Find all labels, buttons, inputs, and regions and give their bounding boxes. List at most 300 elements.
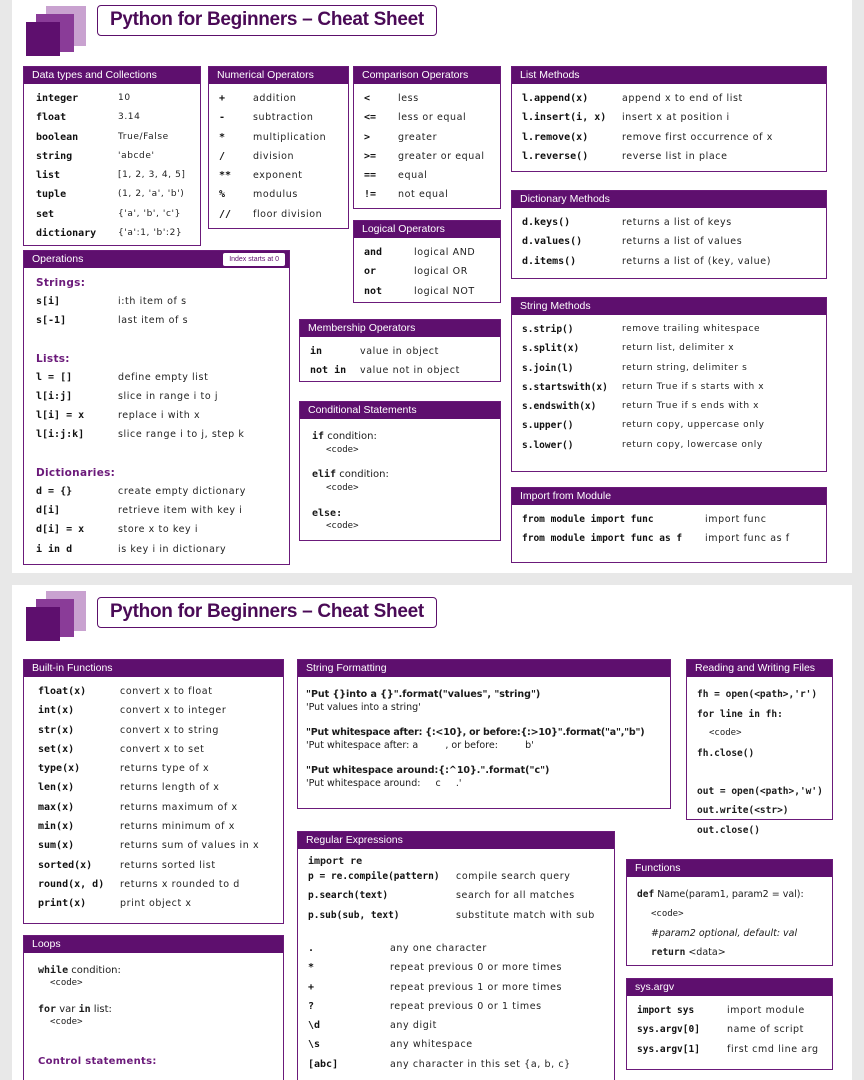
string-methods-panel [511, 297, 827, 472]
item-key: - [219, 112, 226, 124]
table-row [24, 779, 283, 798]
table-row [354, 148, 500, 167]
section-label [24, 274, 289, 293]
table-row [24, 541, 289, 560]
item-description: floor division [253, 208, 323, 220]
item-key: print(x) [38, 898, 87, 910]
item-description: not equal [398, 189, 449, 201]
table-row [354, 167, 500, 186]
format-example: "Put {}into a {}".format("values", "string") [306, 689, 541, 700]
panel-header: String Methods [512, 298, 826, 315]
item-description: first cmd line arg [727, 1043, 819, 1055]
item-description: less or equal [398, 112, 467, 124]
item-key: i in d [36, 543, 73, 555]
item-key: p = re.compile(pattern) [308, 871, 440, 882]
item-key: [abc] [308, 1058, 339, 1070]
table-row [512, 253, 826, 272]
numerical-operators-panel [208, 66, 349, 229]
item-description: 10 [118, 93, 131, 103]
sys-argv-panel [626, 978, 833, 1070]
item-key: p.sub(sub, text) [308, 909, 400, 921]
format-example: "Put whitespace after: {:<10}, or before:{:>10}".format("a","b") [306, 727, 645, 738]
item-description: print object x [120, 898, 192, 910]
item-description: last item of s [118, 315, 189, 327]
item-description: reverse list in place [622, 150, 728, 162]
table-row [298, 1017, 614, 1036]
item-description: convert x to string [120, 724, 220, 736]
item-key: == [364, 170, 377, 182]
item-description: import func [705, 514, 767, 525]
item-description: return copy, uppercase only [622, 420, 765, 431]
format-result: 'Put values into a string' [306, 702, 421, 713]
table-row [24, 206, 200, 225]
item-key: d.keys() [522, 217, 571, 228]
item-description: returns a list of (key, value) [622, 255, 772, 267]
page-title: Python for Beginners – Cheat Sheet [97, 597, 437, 628]
item-key: str(x) [38, 724, 75, 736]
item-description: any character in this set {a, b, c} [390, 1058, 571, 1070]
item-description: greater [398, 131, 438, 143]
item-description: substitute match with sub [456, 909, 595, 921]
item-description: returns a list of values [622, 236, 743, 248]
item-description: [1, 2, 3, 4, 5] [118, 170, 186, 181]
table-row [512, 321, 826, 340]
item-description: equal [398, 170, 428, 182]
cheat-sheet-page-2 [12, 585, 852, 1080]
item-description: return list, delimiter x [622, 343, 735, 354]
panel-header: Loops [24, 936, 283, 953]
table-row [209, 109, 348, 128]
table-row [298, 959, 614, 978]
item-description: 'abcde' [118, 150, 155, 161]
item-description: addition [253, 93, 297, 104]
def-line: def Name(param1, param2 = val): [637, 889, 804, 900]
item-key: d[i] [36, 505, 61, 517]
code-line: out.write(<str>) [697, 805, 789, 816]
comparison-operators-panel [353, 66, 501, 209]
code-placeholder: <code> [326, 445, 359, 455]
item-description: replace i with x [118, 410, 201, 422]
item-description: remove trailing whitespace [622, 324, 761, 334]
item-description: returns sorted list [120, 859, 216, 871]
item-key: l[i] = x [36, 410, 85, 422]
item-key: round(x, d) [38, 878, 105, 890]
item-description: any whitespace [390, 1039, 473, 1051]
item-key: int(x) [38, 705, 75, 717]
item-key: sys.argv[0] [637, 1024, 700, 1036]
table-row [298, 979, 614, 998]
item-description: return True if s ends with x [622, 401, 760, 412]
table-row [24, 129, 200, 148]
item-description: create empty dictionary [118, 485, 246, 497]
item-description: greater or equal [398, 150, 485, 162]
table-row [512, 360, 826, 379]
item-key: l.insert(i, x) [522, 112, 607, 124]
table-row [24, 312, 289, 331]
item-key: from module import func as f [522, 533, 683, 545]
code-line: out = open(<path>,'w') [697, 786, 823, 797]
item-key: s.upper() [522, 420, 574, 432]
table-row [24, 225, 200, 244]
table-row [298, 887, 614, 906]
item-description: repeat previous 0 or 1 times [390, 1000, 542, 1012]
item-key: import sys [637, 1005, 695, 1016]
item-key: dictionary [36, 228, 97, 240]
table-row [24, 293, 289, 312]
item-description: logical NOT [414, 285, 475, 297]
format-example: "Put whitespace around:{:^10}.".format("c") [306, 765, 550, 776]
table-row [298, 1036, 614, 1055]
item-key: d[i] = x [36, 524, 85, 536]
table-row [209, 90, 348, 109]
item-key: / [219, 150, 226, 162]
panel-header: Membership Operators [300, 320, 500, 337]
item-key: l.append(x) [522, 93, 589, 104]
item-key: + [308, 981, 315, 993]
format-result: 'Put whitespace after: a , or before: b' [306, 740, 534, 751]
table-row [24, 818, 283, 837]
import-from-module-panel [511, 487, 827, 563]
table-row [512, 398, 826, 417]
item-description: logical AND [414, 247, 476, 258]
item-description: returns sum of values in x [120, 840, 260, 852]
if-line: if condition: [312, 431, 377, 442]
table-row [24, 857, 283, 876]
item-key: float [36, 112, 67, 124]
item-description: logical OR [414, 266, 468, 278]
code-placeholder: <code> [326, 521, 359, 531]
item-description: return string, delimiter s [622, 362, 748, 373]
item-key: != [364, 189, 377, 201]
table-row [298, 998, 614, 1017]
loops-panel [23, 935, 284, 1080]
item-key: not in [310, 365, 347, 377]
item-key: float(x) [38, 686, 87, 697]
item-key: l.reverse() [522, 150, 589, 162]
code-placeholder: <code> [709, 728, 742, 738]
table-row [24, 876, 283, 895]
table-row [354, 90, 500, 109]
item-key: // [219, 208, 232, 220]
for-line: for var in list: [38, 1004, 112, 1015]
item-key: d.values() [522, 236, 583, 248]
item-description: repeat previous 0 or more times [390, 962, 563, 974]
table-row [512, 379, 826, 398]
item-key: not [364, 285, 383, 297]
conditional-statements-panel [299, 401, 501, 541]
item-description: any digit [390, 1020, 437, 1032]
table-row [24, 388, 289, 407]
while-line: while condition: [38, 965, 121, 976]
table-row [24, 521, 289, 540]
panel-header: sys.argv [627, 979, 832, 996]
item-key: from module import func [522, 514, 654, 525]
item-description: {'a', 'b', 'c'} [118, 208, 181, 219]
item-key: sum(x) [38, 840, 75, 852]
logical-operators-panel [353, 220, 501, 303]
item-key: s.startswith(x) [522, 381, 608, 393]
format-result: 'Put whitespace around: c .' [306, 778, 462, 789]
item-key: type(x) [38, 763, 81, 775]
item-description: (1, 2, 'a', 'b') [118, 189, 185, 200]
item-description: returns maximum of x [120, 801, 238, 813]
panel-header: Comparison Operators [354, 67, 500, 84]
code-placeholder: <code> [326, 483, 359, 493]
item-description: return True if s starts with x [622, 381, 765, 392]
item-key: \d [308, 1020, 321, 1032]
table-row [24, 760, 283, 779]
table-row [512, 148, 826, 167]
item-key: sys.argv[1] [637, 1043, 700, 1055]
item-description: division [253, 150, 295, 162]
item-key: set [36, 208, 55, 220]
functions-panel [626, 859, 833, 966]
panel-header-label: Operations [32, 253, 84, 265]
item-description: any one character [390, 943, 487, 954]
item-description: convert x to integer [120, 705, 227, 717]
table-row [209, 167, 348, 186]
panel-header: Conditional Statements [300, 402, 500, 419]
item-key: \s [308, 1039, 321, 1051]
table-row [512, 233, 826, 252]
item-description: value in object [360, 346, 439, 357]
index-note-badge: Index starts at 0 [223, 253, 285, 266]
item-key: s.join(l) [522, 362, 574, 374]
panel-header: Built-in Functions [24, 660, 283, 677]
item-description: slice in range i to j [118, 390, 219, 402]
item-key: > [364, 131, 371, 143]
table-row [24, 407, 289, 426]
table-row [24, 722, 283, 741]
item-key: l[i:j:k] [36, 429, 85, 441]
table-row [24, 895, 283, 914]
table-row [24, 502, 289, 521]
item-key: p.search(text) [308, 890, 389, 902]
item-key: d.items() [522, 255, 577, 267]
code-placeholder: <code> [50, 1017, 83, 1027]
code-placeholder: <code> [651, 909, 684, 919]
item-description: returns type of x [120, 763, 210, 775]
item-key: s.split(x) [522, 343, 580, 355]
item-description: i:th item of s [118, 296, 187, 307]
item-key: s[i] [36, 296, 61, 307]
item-description: retrieve item with key i [118, 505, 243, 517]
item-description: compile search query [456, 871, 571, 882]
item-key: boolean [36, 131, 79, 143]
item-description: convert x to float [120, 686, 213, 697]
item-key: <= [364, 112, 377, 124]
item-key: + [219, 93, 226, 104]
item-description: modulus [253, 189, 298, 201]
table-row [627, 1021, 832, 1040]
table-row [512, 511, 826, 530]
control-statements-label: Control statements: [38, 1056, 157, 1067]
table-row [512, 340, 826, 359]
panel-header: Import from Module [512, 488, 826, 505]
item-description: returns minimum of x [120, 821, 235, 833]
item-key: ? [308, 1000, 315, 1012]
table-row [209, 186, 348, 205]
panel-header: Functions [627, 860, 832, 877]
cheat-sheet-page-1 [12, 0, 852, 573]
table-row [209, 206, 348, 225]
item-key: s.lower() [522, 439, 574, 451]
item-key: or [364, 266, 377, 278]
table-row [512, 214, 826, 233]
item-description: exponent [253, 170, 303, 182]
table-row [24, 148, 200, 167]
item-key: % [219, 189, 226, 201]
item-key: in [310, 346, 323, 357]
item-description: returns x rounded to d [120, 878, 240, 890]
table-row [354, 109, 500, 128]
table-row [512, 530, 826, 549]
table-row [24, 369, 289, 388]
item-description: name of script [727, 1024, 805, 1036]
import-re-line: import re [308, 856, 363, 867]
item-key: s.strip() [522, 324, 574, 335]
item-description: repeat previous 1 or more times [390, 981, 563, 993]
item-description: insert x at position i [622, 112, 730, 124]
item-key: l = [] [36, 371, 73, 383]
panel-header: List Methods [512, 67, 826, 84]
table-row [24, 741, 283, 760]
item-description: {'a':1, 'b':2} [118, 228, 183, 239]
item-key: sorted(x) [38, 859, 93, 871]
item-description: import func as f [705, 533, 790, 545]
table-row [354, 186, 500, 205]
string-formatting-panel [297, 659, 671, 809]
code-line: fh = open(<path>,'r') [697, 689, 818, 700]
item-description: append x to end of list [622, 93, 743, 104]
item-description: returns a list of keys [622, 217, 732, 228]
item-key: * [219, 131, 226, 143]
panel-header [24, 251, 289, 268]
item-key: l[i:j] [36, 390, 73, 402]
builtin-functions-panel [23, 659, 284, 924]
panel-header: Reading and Writing Files [687, 660, 832, 677]
section-label [24, 464, 289, 483]
list-methods-panel [511, 66, 827, 172]
item-description: 3.14 [118, 112, 141, 123]
operations-panel [23, 250, 290, 565]
else-line: else: [312, 508, 343, 519]
elif-line: elif condition: [312, 469, 389, 480]
panel-header: Dictionary Methods [512, 191, 826, 208]
item-key: >= [364, 150, 377, 162]
table-row [24, 683, 283, 702]
item-key: < [364, 93, 371, 104]
item-key: list [36, 170, 61, 182]
item-key: integer [36, 93, 79, 104]
table-row [298, 907, 614, 926]
table-row [354, 129, 500, 148]
table-row [354, 283, 500, 302]
table-row [24, 109, 200, 128]
item-key: . [308, 943, 315, 954]
table-row [24, 186, 200, 205]
code-placeholder: <code> [50, 978, 83, 988]
item-key: len(x) [38, 782, 75, 794]
page-title: Python for Beginners – Cheat Sheet [97, 5, 437, 36]
item-key: * [308, 962, 315, 974]
code-line: for line in fh: [697, 709, 783, 720]
item-key: and [364, 247, 383, 258]
item-description: value not in object [360, 365, 460, 377]
table-row [209, 129, 348, 148]
item-key: max(x) [38, 801, 75, 813]
table-row [300, 343, 500, 362]
section-label [24, 350, 289, 369]
item-description: import module [727, 1005, 805, 1016]
table-row [512, 417, 826, 436]
membership-operators-panel [299, 319, 501, 382]
item-description: search for all matches [456, 890, 575, 902]
item-key: s.endswith(x) [522, 401, 597, 413]
item-key: tuple [36, 189, 67, 201]
item-description: True/False [118, 131, 169, 142]
table-row [209, 148, 348, 167]
comment-line: #param2 optional, default: val [651, 928, 798, 939]
section-label-text: Lists: [36, 352, 70, 365]
item-description: remove first occurrence of x [622, 131, 773, 143]
item-description: define empty list [118, 371, 209, 383]
table-row [298, 1056, 614, 1075]
regular-expressions-panel [297, 831, 615, 1080]
item-key: l.remove(x) [522, 131, 589, 143]
table-row [354, 244, 500, 263]
item-description: convert x to set [120, 743, 205, 755]
table-row [512, 109, 826, 128]
table-row [627, 1041, 832, 1060]
item-key: min(x) [38, 821, 75, 833]
table-row [24, 90, 200, 109]
panel-header: String Formatting [298, 660, 670, 677]
table-row [298, 868, 614, 887]
panel-header: Logical Operators [354, 221, 500, 238]
table-row [298, 940, 614, 959]
item-description: store x to key i [118, 524, 199, 536]
return-line: return <data> [651, 947, 726, 958]
item-description: slice range i to j, step k [118, 429, 245, 441]
table-row [512, 129, 826, 148]
table-row [512, 90, 826, 109]
item-description: subtraction [253, 112, 314, 124]
table-row [627, 1002, 832, 1021]
section-label-text: Strings: [36, 277, 86, 289]
reading-writing-files-panel [686, 659, 833, 836]
logo-icon [26, 6, 86, 60]
item-key: ** [219, 170, 232, 182]
table-row [354, 263, 500, 282]
panel-header: Regular Expressions [298, 832, 614, 849]
table-row [24, 837, 283, 856]
item-key: s[-1] [36, 315, 67, 327]
dictionary-methods-panel [511, 190, 827, 279]
panel-header: Numerical Operators [209, 67, 348, 84]
item-description: less [398, 93, 419, 104]
code-line: fh.close() [697, 748, 755, 759]
table-row [24, 426, 289, 445]
panel-header: Data types and Collections [24, 67, 200, 84]
item-key: set(x) [38, 743, 75, 755]
logo-icon [26, 591, 86, 645]
table-row [300, 362, 500, 381]
item-key: string [36, 150, 73, 162]
table-row [24, 167, 200, 186]
item-description: returns length of x [120, 782, 220, 794]
table-row [24, 702, 283, 721]
